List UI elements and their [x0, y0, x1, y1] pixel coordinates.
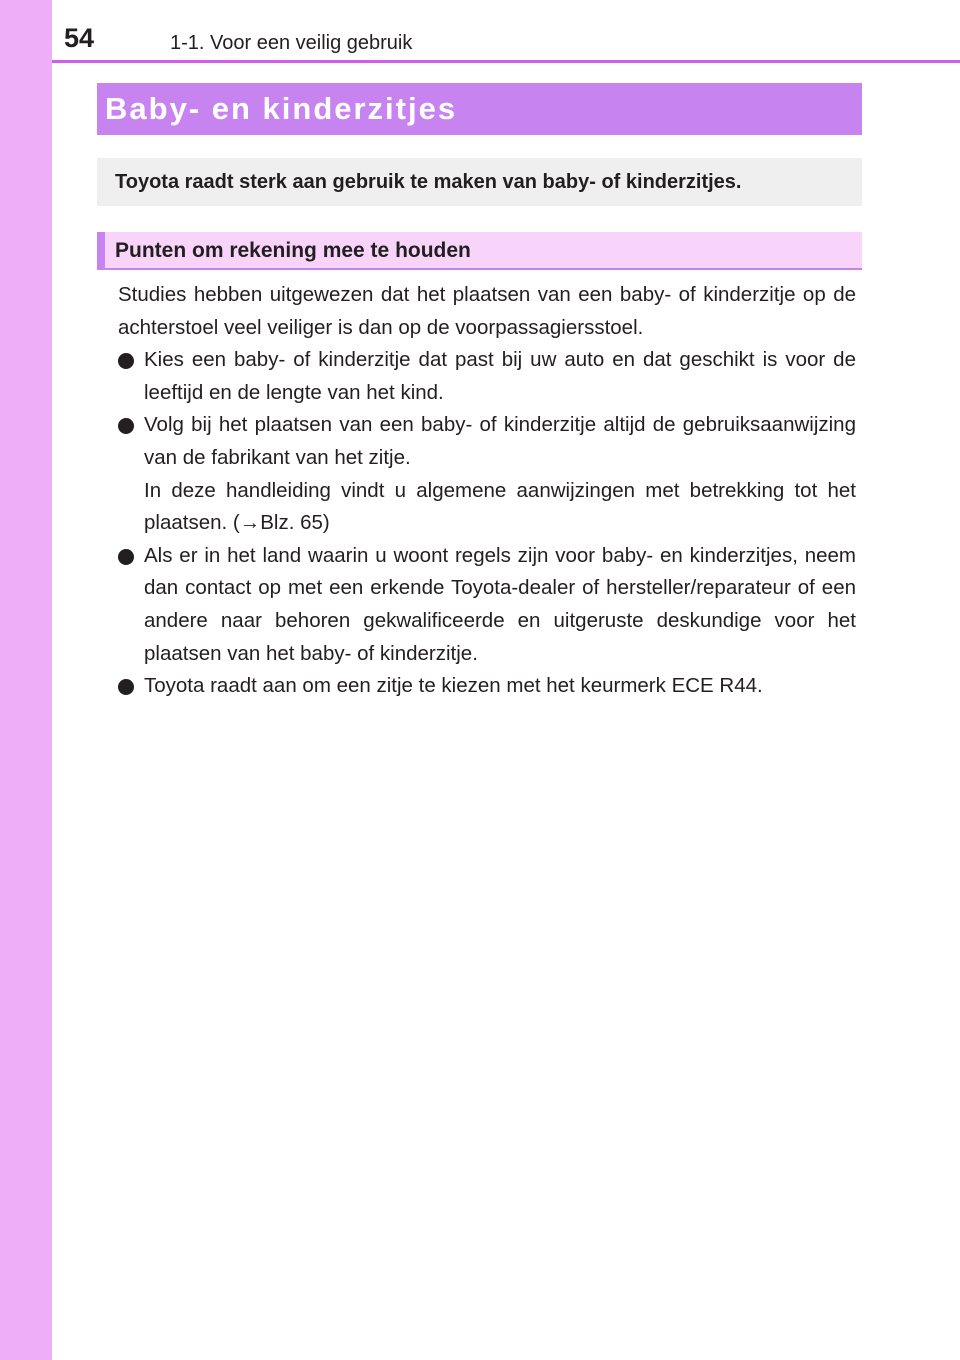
bullet-text: Toyota raadt aan om een zitje te kiezen met het keurmerk ECE R44.: [144, 674, 763, 698]
body-content: [118, 279, 856, 703]
bullet-dot-icon: [118, 549, 134, 565]
subsection-title: Punten om rekening mee te houden: [115, 239, 471, 262]
bullet-dot-icon: [118, 353, 134, 369]
subsection-accent: [97, 232, 105, 268]
intro-box: [97, 158, 862, 206]
bullet-extra-text: In deze handleiding vindt u algemene aanwijzingen met betrekking tot het plaatsen. (→Blz. 65): [144, 478, 856, 535]
side-strip: [0, 0, 52, 1360]
title-bar: [97, 83, 862, 135]
section-label: 1-1. Voor een veilig gebruik: [170, 32, 413, 54]
header-rule: [52, 60, 960, 63]
bullet-dot-icon: [118, 418, 134, 434]
bullet-text: Als er in het land waarin u woont regels zijn voor baby- en kinderzitjes, neem dan contact op met een erkende Toyota-dealer of hersteller/reparateur of een andere naar behoren gekwalificeerde en uitgeruste deskundige voor het plaatsen van het baby- of kinderzitje.: [144, 543, 856, 665]
bullet-item: [118, 670, 856, 703]
page-number: 54: [64, 23, 95, 53]
intro-text: Toyota raadt sterk aan gebruik te maken van baby- of kinderzitjes.: [115, 171, 742, 193]
bullet-text: Volg bij het plaatsen van een baby- of kinderzitje altijd de gebruiksaanwijzing van de fabrikant van het zitje.: [144, 413, 856, 469]
page-title: Baby- en kinderzitjes: [105, 91, 458, 126]
bullet-item: [118, 344, 856, 409]
bullet-item: [118, 540, 856, 670]
subsection-header: [97, 232, 862, 270]
bullet-dot-icon: [118, 679, 134, 695]
body-paragraph: Studies hebben uitgewezen dat het plaatsen van een baby- of kinderzitje op de achterstoel veel veiliger is dan op de voorpassagiersstoel.: [118, 283, 856, 339]
bullet-text: Kies een baby- of kinderzitje dat past bij uw auto en dat geschikt is voor de leeftijd en de lengte van het kind.: [144, 348, 856, 404]
bullet-item: [118, 409, 856, 539]
